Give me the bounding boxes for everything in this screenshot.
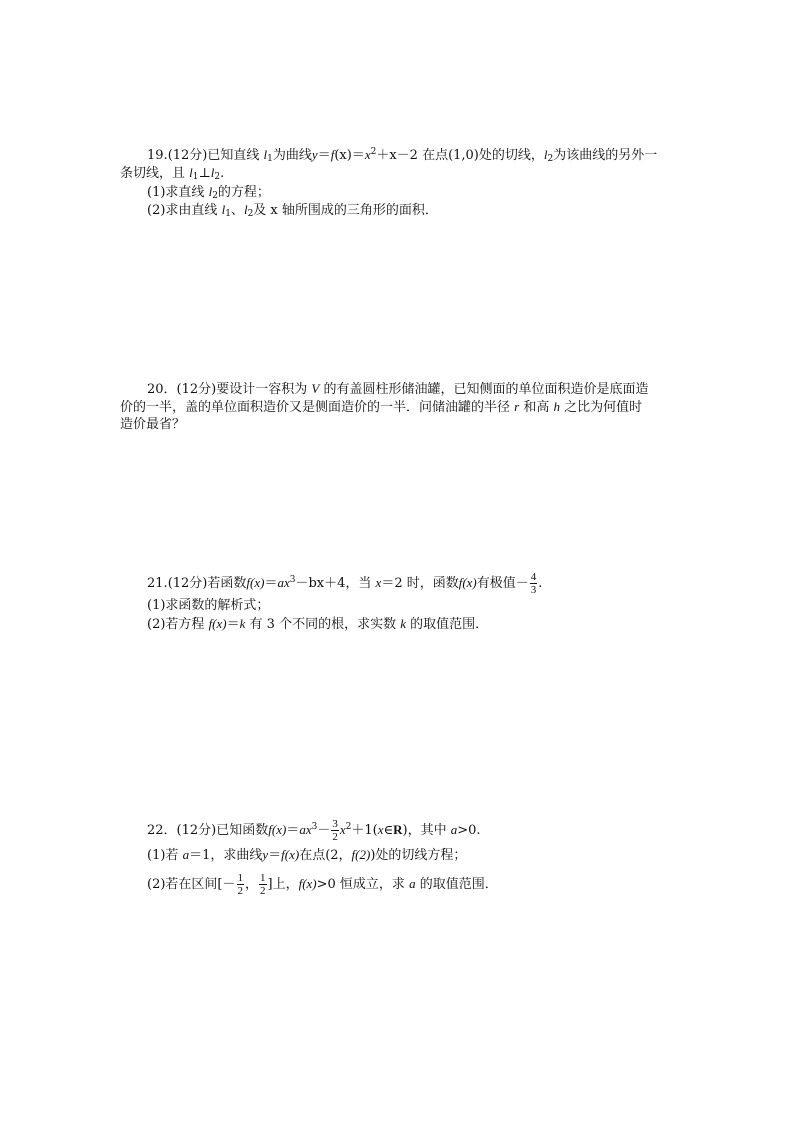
text: 为该曲线的另外一	[553, 148, 658, 163]
var-x: x	[377, 822, 384, 837]
var-f2: f(2)	[351, 847, 371, 862]
var-x: x	[375, 575, 382, 590]
text: ＝	[351, 148, 365, 163]
var-x: x	[364, 147, 371, 162]
text: ＝	[264, 576, 278, 591]
problem-21-line-1	[147, 571, 542, 596]
text: 若函数	[207, 576, 247, 591]
text: .	[220, 166, 225, 181]
var-a: a	[182, 847, 190, 862]
subscript: 2	[547, 154, 554, 164]
problem-19-question-2	[147, 201, 438, 219]
text: .	[538, 576, 543, 591]
text: 造价最省？	[120, 417, 186, 432]
var-fx: f(x)	[281, 847, 300, 862]
text: 已知函数	[216, 823, 269, 838]
text: (2)若方程	[147, 617, 209, 632]
text: (2)若在区间[－	[147, 877, 236, 892]
var-ax: ax	[277, 575, 290, 590]
problem-19-question-1	[147, 183, 270, 201]
var-fx: f(x)	[246, 575, 265, 590]
var-f: f	[330, 147, 335, 162]
problem-21-number: 21.	[147, 576, 168, 591]
fraction	[331, 818, 339, 843]
text: (1)求函数的解析式；	[147, 598, 270, 613]
fraction-numerator: 4	[530, 571, 537, 583]
var-l: l	[210, 165, 215, 180]
fraction-numerator: 1	[260, 872, 266, 884]
text: ＋x－2 在点(1,0)处的切线，	[376, 148, 544, 163]
var-y: y	[262, 847, 269, 862]
fraction-denominator: 2	[237, 885, 243, 897]
text: 为曲线	[272, 148, 312, 163]
problem-19-score: (12分)	[167, 148, 208, 163]
text: 的有盖圆柱形储油罐，已知侧面的单位面积造价是底面造	[319, 382, 649, 397]
problem-19-number: 19.	[147, 148, 168, 163]
problem-21-score: (12分)	[167, 576, 208, 591]
text: (2)求由直线	[147, 203, 222, 218]
set-R: R	[393, 822, 403, 837]
text: ＝2 时，函数	[381, 576, 459, 591]
var-fx: f(x)	[298, 876, 317, 891]
var-h: h	[553, 399, 560, 414]
text: 有极值－	[476, 576, 529, 591]
var-ax: ax	[299, 822, 312, 837]
problem-22-number: 22．	[147, 823, 177, 838]
problem-20-line-3	[120, 416, 185, 433]
fraction-denominator: 2	[260, 885, 266, 897]
subscript: 1	[225, 209, 231, 219]
problem-22-question-2	[147, 872, 498, 897]
var-l: l	[189, 165, 193, 180]
text: 及 x 轴所围成的三角形的面积．	[253, 203, 438, 218]
fraction-numerator: 1	[237, 872, 243, 884]
var-a: a	[409, 876, 416, 891]
text: ＝	[226, 617, 240, 632]
subscript: 2	[214, 172, 221, 182]
text: 在点(2，	[299, 848, 352, 863]
var-l: l	[208, 184, 213, 199]
text: 有 3 个不同的根，求实数	[245, 617, 401, 632]
var-y: y	[311, 147, 318, 162]
problem-20-line-2	[120, 398, 642, 416]
text: )处的切线方程；	[370, 848, 467, 863]
var-l: l	[243, 202, 248, 217]
text: (1)求直线	[147, 185, 209, 200]
var-fx: f(x)	[458, 575, 477, 590]
problem-22-score: (12分)	[176, 823, 217, 838]
text: ，	[245, 877, 259, 892]
text: ＝	[286, 823, 300, 838]
var-V: V	[311, 381, 320, 396]
fraction-denominator: 3	[530, 584, 537, 596]
var-r: r	[514, 399, 520, 414]
problem-19-line-2	[120, 164, 224, 182]
var-x: x	[339, 822, 346, 837]
text: (x)	[334, 148, 352, 163]
text: ∈	[383, 823, 394, 838]
var-l: l	[543, 147, 548, 162]
problem-20-line-1	[147, 380, 648, 398]
fraction-denominator: 2	[332, 831, 338, 843]
text: ＝1，求曲线	[189, 848, 263, 863]
subscript: 1	[192, 172, 199, 182]
problem-22-question-1	[147, 846, 466, 864]
text: 的方程；	[217, 185, 270, 200]
var-k: k	[400, 616, 406, 631]
problem-20-score: (12分)	[176, 382, 217, 397]
text: >0 恒成立，求	[316, 877, 410, 892]
text: －bx＋4，当	[295, 576, 376, 591]
text: 要设计一容积为	[216, 382, 312, 397]
subscript: 2	[212, 191, 218, 201]
text: ⊥	[198, 166, 211, 181]
var-fx: f(x)	[268, 822, 287, 837]
var-l: l	[221, 202, 226, 217]
var-a: a	[450, 822, 458, 837]
text: 、	[230, 203, 244, 218]
text: 的取值范围．	[406, 617, 489, 632]
problem-21-question-2	[147, 615, 488, 633]
problem-19-line-1	[147, 146, 657, 164]
text: 已知直线	[207, 148, 264, 163]
fraction	[237, 872, 245, 897]
var-fx: f(x)	[208, 616, 227, 631]
text: ＝	[317, 148, 331, 163]
text: 和高	[519, 400, 554, 415]
fraction	[259, 872, 267, 897]
superscript: 3	[289, 575, 296, 585]
text: ＝	[268, 848, 282, 863]
fraction	[530, 571, 538, 596]
var-l: l	[263, 147, 268, 162]
text: >0.	[457, 823, 481, 838]
text: －	[317, 823, 331, 838]
problem-20-number: 20．	[147, 382, 177, 397]
var-k: k	[239, 616, 246, 631]
superscript: 2	[370, 147, 377, 157]
text: )，其中	[402, 823, 451, 838]
problem-21-question-1	[147, 597, 269, 614]
text: ＋1(	[351, 823, 378, 838]
text: 的取值范围．	[415, 877, 498, 892]
superscript: 2	[345, 822, 352, 832]
text: (1)若	[147, 848, 183, 863]
problem-22-line-1	[147, 818, 481, 843]
fraction-numerator: 3	[332, 818, 338, 830]
subscript: 2	[247, 209, 254, 219]
text: ]上，	[267, 877, 299, 892]
subscript: 1	[267, 154, 273, 164]
text: 条切线，且	[120, 166, 190, 181]
text: 价的一半，盖的单位面积造价又是侧面造价的一半．问储油罐的半径	[120, 400, 515, 415]
text: 之比为何值时	[559, 400, 643, 415]
superscript: 3	[311, 822, 318, 832]
